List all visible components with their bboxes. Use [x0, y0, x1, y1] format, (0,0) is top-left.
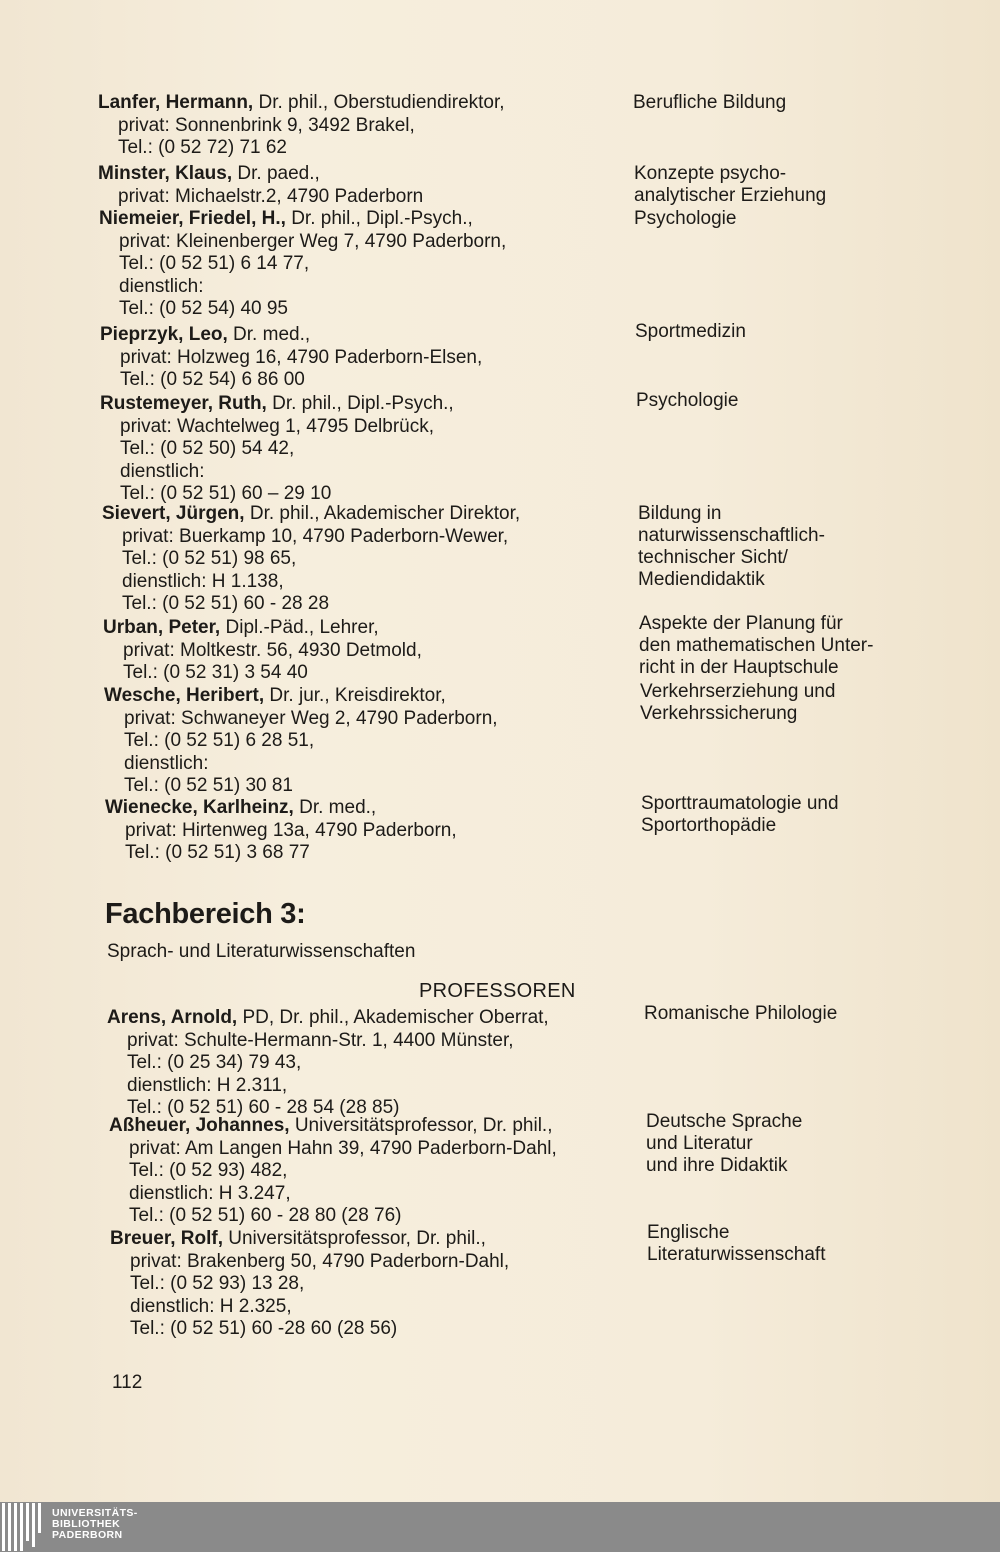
subject-area — [639, 613, 873, 679]
subject-line: Mediendidaktik — [638, 569, 765, 590]
person-details — [102, 503, 520, 616]
person-headline — [110, 1228, 509, 1251]
subject-line: Sportmedizin — [635, 321, 746, 342]
contact-line: dienstlich: H 2.325, — [130, 1295, 292, 1317]
contact-line: privat: Schulte-Hermann-Str. 1, 4400 Münster, — [127, 1029, 514, 1051]
person-details — [103, 617, 422, 685]
contact-line: Tel.: (0 52 93) 482, — [129, 1160, 288, 1181]
person-details — [98, 92, 505, 160]
person-name: Wienecke, Karlheinz, — [105, 797, 294, 818]
person-details — [98, 163, 423, 208]
person-name: Breuer, Rolf, — [110, 1228, 223, 1249]
library-footer — [0, 1502, 1000, 1552]
person-details — [104, 685, 498, 798]
person-headline — [109, 1115, 557, 1138]
page-number: 112 — [112, 1372, 143, 1393]
person-title: Universitätsprofessor, Dr. phil., — [222, 1228, 486, 1249]
person-headline — [98, 163, 423, 186]
person-details — [110, 1228, 509, 1341]
library-logo-icon — [2, 1503, 46, 1551]
subject-line: Konzepte psycho- — [634, 163, 787, 184]
person-name: Minster, Klaus, — [98, 163, 233, 184]
contact-line: Tel.: (0 52 72) 71 62 — [118, 137, 287, 158]
subject-line: Bildung in — [638, 503, 722, 524]
subject-area — [638, 503, 825, 591]
person-headline — [105, 797, 457, 820]
contact-line: Tel.: (0 52 54) 40 95 — [119, 298, 288, 319]
contact-line: privat: Sonnenbrink 9, 3492 Brakel, — [118, 114, 415, 136]
person-headline — [102, 503, 520, 526]
person-name: Lanfer, Hermann, — [98, 92, 254, 113]
person-headline — [104, 685, 498, 708]
contact-line: dienstlich: H 2.311, — [127, 1074, 288, 1096]
subject-line: Verkehrssicherung — [640, 703, 798, 724]
contact-line: Tel.: (0 52 93) 13 28, — [130, 1273, 305, 1294]
subject-line: und ihre Didaktik — [646, 1155, 788, 1176]
person-details — [105, 797, 457, 865]
person-headline — [100, 324, 482, 347]
contact-line: Tel.: (0 52 51) 60 - 28 80 (28 76) — [129, 1205, 402, 1226]
contact-line: privat: Wachtelweg 1, 4795 Delbrück, — [120, 415, 435, 437]
subject-line: den mathematischen Unter- — [639, 635, 874, 656]
library-logo-text: UNIVERSITÄTS- BIBLIOTHEK PADERBORN — [52, 1507, 138, 1541]
subject-area — [640, 681, 835, 725]
subject-line: Aspekte der Planung für — [639, 613, 843, 634]
person-title: Universitätsprofessor, Dr. phil., — [289, 1115, 553, 1136]
subject-area — [636, 390, 738, 412]
person-details — [107, 1007, 549, 1120]
contact-line: privat: Moltkestr. 56, 4930 Detmold, — [123, 639, 422, 661]
person-name: Niemeier, Friedel, H., — [99, 208, 286, 229]
subject-line: richt in der Hauptschule — [639, 657, 839, 678]
contact-line: Tel.: (0 52 51) 60 - 28 28 — [122, 593, 330, 614]
contact-line: privat: Am Langen Hahn 39, 4790 Paderborn-Dahl, — [129, 1137, 557, 1159]
subject-area — [634, 208, 736, 230]
contact-line: dienstlich: — [124, 752, 209, 774]
contact-line: dienstlich: H 3.247, — [129, 1182, 291, 1204]
person-name: Sievert, Jürgen, — [102, 503, 245, 524]
person-name: Urban, Peter, — [103, 617, 221, 638]
person-headline — [107, 1007, 549, 1030]
contact-line: privat: Kleinenberger Weg 7, 4790 Paderborn, — [119, 230, 507, 252]
contact-line: privat: Schwaneyer Weg 2, 4790 Paderborn, — [124, 707, 498, 729]
subject-line: Romanische Philologie — [644, 1003, 838, 1024]
subject-line: Sporttraumatologie und — [641, 793, 839, 814]
person-title: Dr. phil., Oberstudiendirektor, — [253, 92, 505, 113]
contact-line: Tel.: (0 52 51) 60 - 28 54 (28 85) — [127, 1097, 400, 1118]
subject-line: und Literatur — [646, 1133, 753, 1154]
contact-line: Tel.: (0 25 34) 79 43, — [127, 1052, 302, 1073]
subject-area — [647, 1222, 825, 1266]
subject-line: Psychologie — [636, 390, 739, 411]
person-title: Dr. phil., Dipl.-Psych., — [266, 393, 454, 414]
contact-line: Tel.: (0 52 51) 60 -28 60 (28 56) — [130, 1318, 398, 1339]
contact-line: Tel.: (0 52 51) 6 14 77, — [119, 253, 310, 274]
contact-line: privat: Holzweg 16, 4790 Paderborn-Elsen, — [120, 346, 483, 368]
professors-label: PROFESSOREN — [419, 980, 576, 1002]
person-headline — [103, 617, 422, 640]
subject-line: Literaturwissenschaft — [647, 1244, 826, 1265]
person-headline — [99, 208, 506, 231]
contact-line: dienstlich: — [119, 275, 204, 297]
person-title: Dr. paed., — [232, 163, 320, 184]
contact-line: privat: Hirtenweg 13a, 4790 Paderborn, — [125, 819, 457, 841]
person-name: Aßheuer, Johannes, — [109, 1115, 290, 1136]
contact-line: Tel.: (0 52 31) 3 54 40 — [123, 662, 308, 683]
section-heading: Fachbereich 3: — [105, 898, 306, 930]
person-details — [100, 393, 454, 506]
subject-area — [635, 321, 746, 343]
person-details — [99, 208, 506, 321]
subject-line: Verkehrserziehung und — [640, 681, 836, 702]
contact-line: privat: Buerkamp 10, 4790 Paderborn-Wewer, — [122, 525, 509, 547]
subject-line: naturwissenschaftlich- — [638, 525, 825, 546]
subject-line: Sportorthopädie — [641, 815, 777, 836]
subject-line: Psychologie — [634, 208, 737, 229]
person-title: Dipl.-Päd., Lehrer, — [220, 617, 379, 638]
subject-line: Berufliche Bildung — [633, 92, 787, 113]
subject-area — [641, 793, 839, 837]
contact-line: Tel.: (0 52 54) 6 86 00 — [120, 369, 305, 390]
contact-line: Tel.: (0 52 50) 54 42, — [120, 438, 295, 459]
contact-line: Tel.: (0 52 51) 3 68 77 — [125, 842, 310, 863]
person-name: Arens, Arnold, — [107, 1007, 238, 1028]
subject-area — [633, 92, 786, 114]
subject-area — [646, 1111, 802, 1177]
person-details — [109, 1115, 557, 1228]
contact-line: Tel.: (0 52 51) 6 28 51, — [124, 730, 315, 751]
person-title: Dr. jur., Kreisdirektor, — [264, 685, 446, 706]
person-title: Dr. phil., Dipl.-Psych., — [285, 208, 473, 229]
person-title: Dr. med., — [227, 324, 311, 345]
person-name: Wesche, Heribert, — [104, 685, 265, 706]
subject-area — [644, 1003, 837, 1025]
person-title: PD, Dr. phil., Akademischer Oberrat, — [237, 1007, 549, 1028]
contact-line: dienstlich: H 1.138, — [122, 570, 284, 592]
contact-line: privat: Michaelstr.2, 4790 Paderborn — [118, 185, 424, 207]
subject-line: Deutsche Sprache — [646, 1111, 803, 1132]
person-title: Dr. med., — [293, 797, 377, 818]
contact-line: Tel.: (0 52 51) 30 81 — [124, 775, 293, 796]
section-subheading: Sprach- und Literaturwissenschaften — [107, 941, 416, 962]
contact-line: privat: Brakenberg 50, 4790 Paderborn-Dahl, — [130, 1250, 510, 1272]
subject-line: technischer Sicht/ — [638, 547, 788, 568]
person-name: Pieprzyk, Leo, — [100, 324, 228, 345]
person-details — [100, 324, 482, 392]
person-name: Rustemeyer, Ruth, — [100, 393, 267, 414]
person-title: Dr. phil., Akademischer Direktor, — [244, 503, 521, 524]
subject-line: analytischer Erziehung — [634, 185, 827, 206]
subject-line: Englische — [647, 1222, 730, 1243]
contact-line: Tel.: (0 52 51) 98 65, — [122, 548, 297, 569]
contact-line: Tel.: (0 52 51) 60 – 29 10 — [120, 483, 332, 504]
person-headline — [100, 393, 454, 416]
person-headline — [98, 92, 505, 115]
contact-line: dienstlich: — [120, 460, 205, 482]
subject-area — [634, 163, 826, 207]
